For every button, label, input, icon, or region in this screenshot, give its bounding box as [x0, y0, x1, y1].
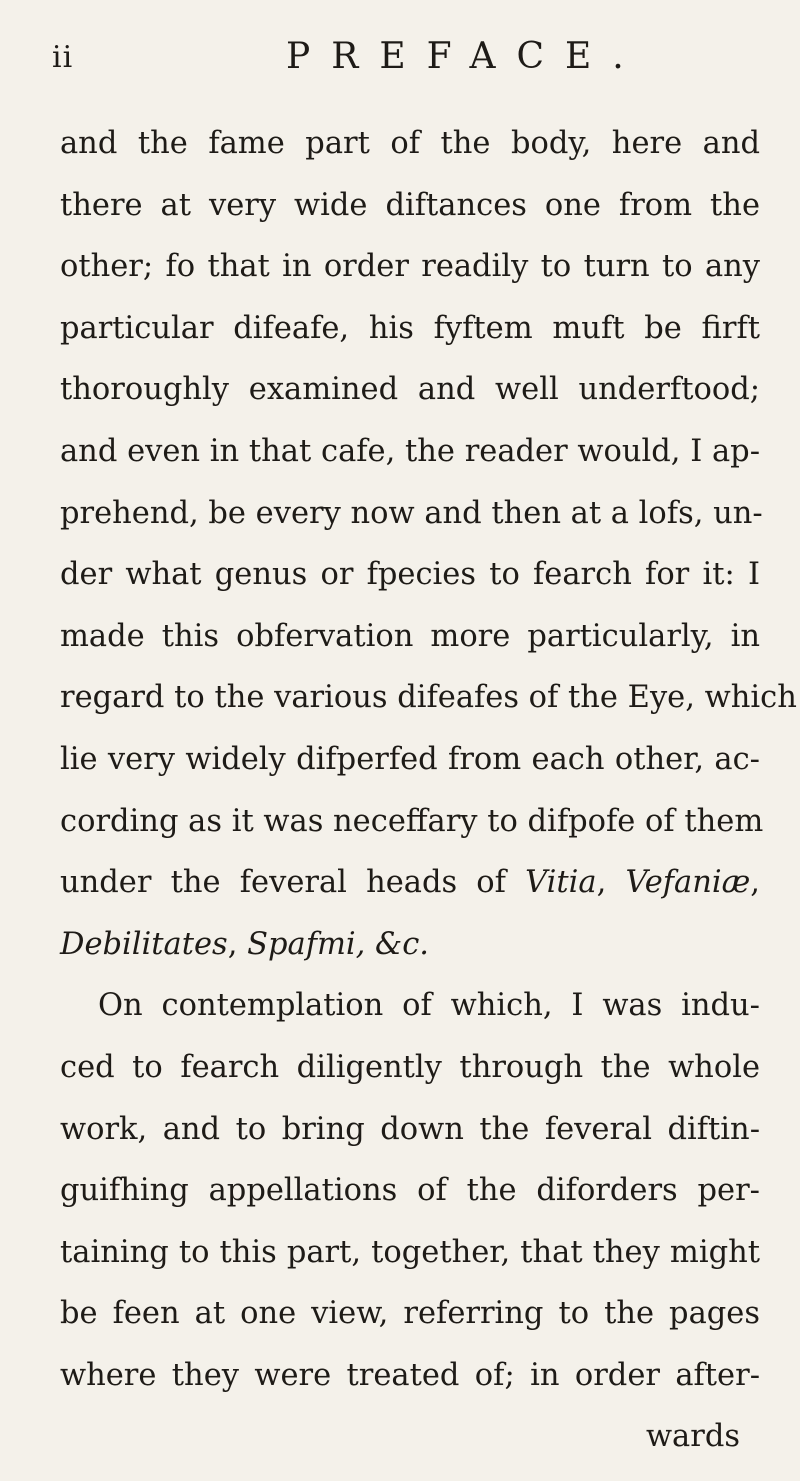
running-title: PREFACE.	[286, 36, 645, 77]
text-line: guifhing appellations of the diforders per-	[60, 1173, 760, 1209]
catchword: wards	[645, 1419, 740, 1455]
text-run: under the feveral heads of	[60, 865, 526, 901]
text-line: prehend, be every now and then at a lofs, un-	[60, 495, 763, 531]
text-run: ,	[227, 926, 248, 962]
text-line: particular difeafe, his fyftem muft be firft	[60, 310, 760, 346]
italic-term: Vefaniæ	[625, 865, 751, 901]
text-line: cording as it was neceffary to difpofe of them	[60, 803, 764, 839]
running-head	[52, 36, 772, 76]
text-line	[60, 927, 760, 989]
italic-term: Debilitates	[60, 926, 228, 962]
italic-term: Spafmi	[247, 926, 356, 962]
text-line: thoroughly examined and well underftood;	[60, 372, 760, 408]
text-line: work, and to bring down the feveral diftin-	[60, 1111, 760, 1147]
italic-term: Vitia	[525, 865, 597, 901]
text-line: there at very wide diftances one from the	[60, 187, 760, 223]
text-line: ced to fearch diligently through the whole	[60, 1049, 760, 1085]
text-line: other; fo that in order readily to turn to any	[60, 249, 760, 285]
text-line: where they were treated of; in order after-	[60, 1357, 760, 1393]
body-text	[60, 126, 797, 1481]
text-run: , &c.	[355, 926, 429, 962]
page-number: ii	[52, 40, 74, 75]
text-line: On contemplation of which, I was indu-	[98, 988, 760, 1024]
text-line: made this obfervation more particularly, in	[60, 618, 760, 654]
text-line: be feen at one view, referring to the pages	[60, 1296, 760, 1332]
text-line: lie very widely difperfed from each other, ac-	[60, 741, 760, 777]
text-run: ,	[596, 865, 626, 901]
text-line	[60, 865, 760, 927]
text-line: taining to this part, together, that they might	[60, 1234, 760, 1270]
text-line: regard to the various difeafes of the Eye, which	[60, 680, 797, 716]
text-run: ,	[750, 865, 760, 901]
text-line: der what genus or fpecies to fearch for it: I	[60, 557, 760, 593]
text-line: and even in that cafe, the reader would, I ap-	[60, 433, 760, 469]
text-line: and the fame part of the body, here and	[60, 126, 760, 161]
